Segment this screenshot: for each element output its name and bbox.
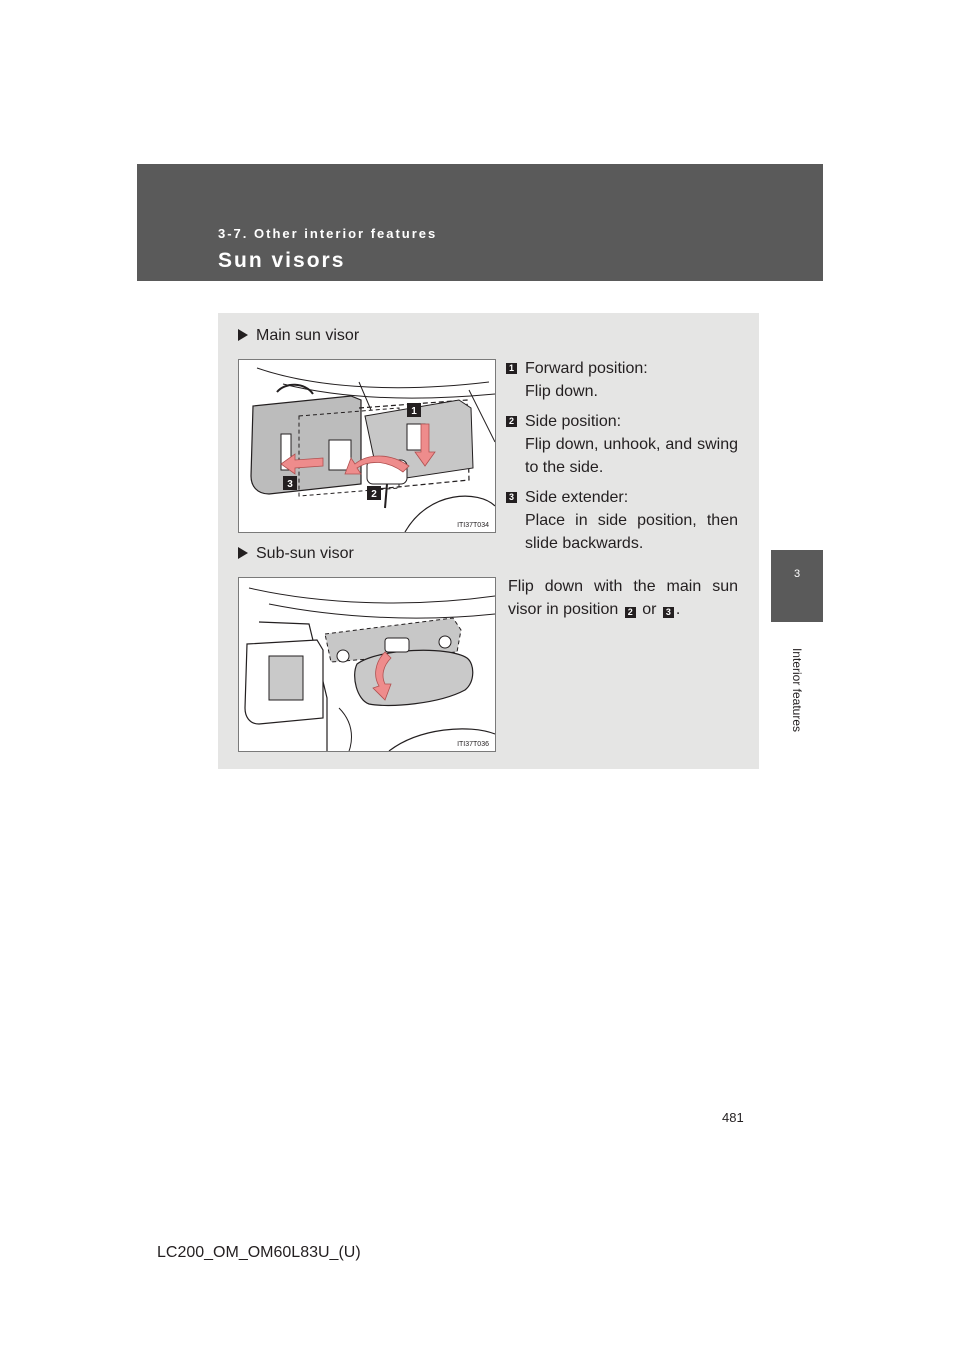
callout-1 — [407, 403, 421, 417]
svg-text:1: 1 — [411, 406, 417, 417]
step-side-position — [506, 410, 738, 479]
position-2-badge: 2 — [625, 607, 636, 618]
page-number: 481 — [722, 1110, 744, 1125]
figure-code: ITI37T034 — [457, 522, 489, 529]
section-header — [137, 164, 823, 281]
triangle-bullet-icon — [238, 547, 248, 559]
step-side-extender — [506, 486, 738, 555]
sub-visor-illustration — [238, 577, 496, 752]
sub-sun-visor-illustration — [239, 578, 495, 751]
sun-visor-illustration — [239, 360, 495, 532]
svg-text:2: 2 — [371, 489, 377, 500]
step-description: Flip down. — [525, 383, 598, 400]
sub-visor-description: Flip down with the main sun visor in position 2 or 3 . — [508, 578, 738, 618]
step-number-badge: 2 — [506, 416, 517, 427]
document-code: LC200_OM_OM60L83U_(U) — [157, 1244, 361, 1261]
step-forward-position — [506, 357, 738, 403]
step-number-badge: 1 — [506, 363, 517, 374]
step-description: Flip down, unhook, and swing to the side. — [525, 436, 738, 476]
section-label: 3-7. Other interior features — [218, 226, 438, 241]
callout-3 — [283, 476, 297, 490]
page-title: Sun visors — [218, 249, 346, 272]
main-visor-heading: Main sun visor — [238, 327, 359, 345]
triangle-bullet-icon — [238, 329, 248, 341]
position-3-badge: 3 — [663, 607, 674, 618]
figure-code: ITI37T036 — [457, 741, 489, 748]
step-description: Place in side position, then slide backwards. — [525, 512, 738, 552]
step-title: Forward position: — [525, 360, 648, 377]
svg-text:3: 3 — [287, 479, 293, 490]
main-visor-illustration — [238, 359, 496, 533]
step-number-badge: 3 — [506, 492, 517, 503]
chapter-tab — [771, 550, 823, 622]
sub-visor-heading: Sub-sun visor — [238, 545, 354, 563]
main-visor-steps — [506, 357, 738, 562]
step-title: Side position: — [525, 413, 622, 430]
chapter-label: Interior features — [790, 647, 804, 733]
chapter-number: 3 — [793, 568, 801, 580]
callout-2 — [367, 486, 381, 500]
content-box — [218, 313, 759, 769]
step-title: Side extender: — [525, 489, 629, 506]
